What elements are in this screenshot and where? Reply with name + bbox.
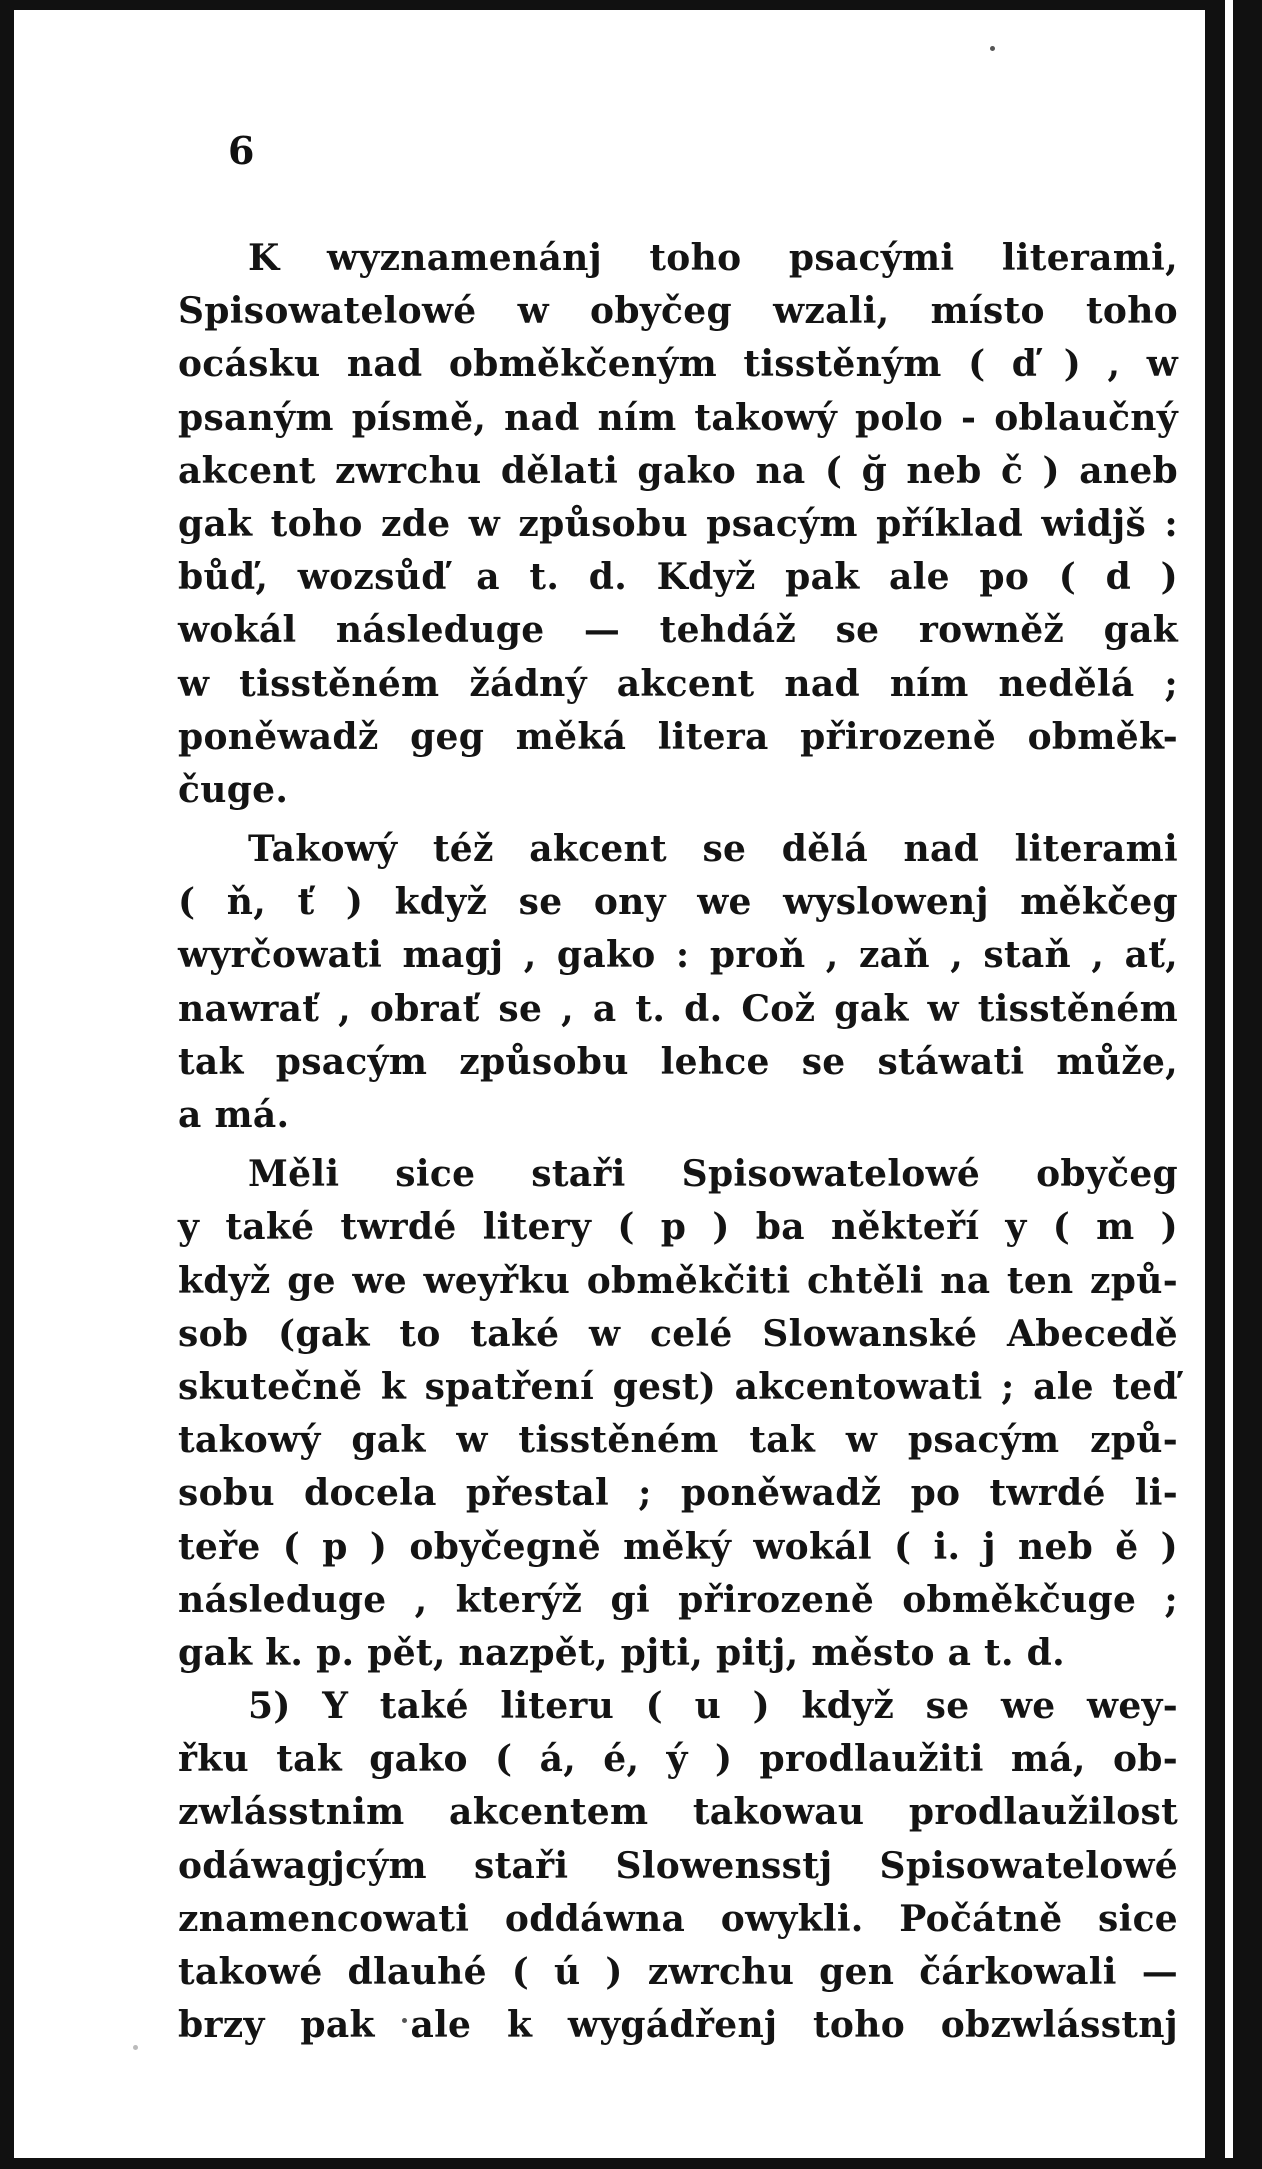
text-line: takowý gak w tisstěném tak w psacým způ- (178, 1419, 1178, 1462)
text-line: gak toho zde w způsobu psacým příklad widjš : (178, 502, 1178, 545)
text-line: teře ( p ) obyčegně měký wokál ( i. j neb ě ) (178, 1525, 1178, 1568)
text-line: když ge we weyřku obměkčiti chtěli na ten způ- (178, 1259, 1178, 1302)
page-number: 6 (228, 128, 255, 173)
text-line: skutečně k spatření gest) akcentowati ; ale teď (178, 1365, 1178, 1408)
text-line: tak psacým způsobu lehce se stáwati může, (178, 1040, 1178, 1083)
text-line: zwlásstnim akcentem takowau prodlaužilost (178, 1791, 1178, 1834)
body-text (178, 232, 1178, 2052)
text-line: řku tak gako ( á, é, ý ) prodlaužiti má, ob- (178, 1738, 1178, 1781)
text-line: ocásku nad obměkčeným tisstěným ( ď ) , w (178, 343, 1178, 386)
scan-speck (990, 46, 995, 51)
scan-border-bottom (0, 2158, 1262, 2169)
scan-speck (133, 2045, 138, 2050)
text-line: sobu docela přestal ; poněwadž po twrdé li- (178, 1472, 1178, 1515)
text-line: brzy pak ale k wygádřenj toho obzwlásstnj (178, 2004, 1178, 2047)
text-line: ( ň, ť ) když se ony we wyslowenj měkčeg (178, 881, 1178, 924)
text-line: čuge. (178, 768, 289, 811)
scan-border-top (0, 0, 1262, 10)
text-line: bůď, wozsůď a t. d. Když pak ale po ( d ) (178, 556, 1178, 599)
text-line: w tisstěném žádný akcent nad ním nedělá ; (178, 662, 1178, 705)
text-line: poněwadž geg měká litera přirozeně obměk- (178, 715, 1178, 758)
text-line: Takowý též akcent se dělá nad literami (248, 828, 1178, 871)
scan-border-right-inner (1225, 0, 1233, 2169)
scan-border-right (1205, 0, 1262, 2169)
text-line: psaným písmě, nad ním takowý polo - oblaučný (178, 396, 1178, 439)
text-line: znamencowati oddáwna owykli. Počátně sice (178, 1897, 1178, 1940)
text-line: 5) Y také literu ( u ) když se we wey- (248, 1685, 1178, 1728)
text-line: a má. (178, 1094, 290, 1136)
text-line: wyrčowati magj , gako : proň , zaň , staň , ať, (178, 934, 1178, 977)
text-line: následuge , kterýž gi přirozeně obměkčuge ; (178, 1578, 1178, 1621)
text-line: Spisowatelowé w obyčeg wzali, místo toho (178, 290, 1178, 333)
text-line: Měli sice staři Spisowatelowé obyčeg (248, 1153, 1178, 1196)
text-line: odáwagjcým staři Slowensstj Spisowatelowé (178, 1844, 1178, 1887)
text-line: gak k. p. pět, nazpět, pjti, pitj, město a t. d. (178, 1631, 1065, 1674)
text-line: K wyznamenánj toho psacými literami, (248, 237, 1178, 279)
text-line: y také twrdé litery ( p ) ba někteří y ( m ) (178, 1206, 1178, 1249)
text-line: nawrať , obrať se , a t. d. Což gak w tisstěném (178, 987, 1178, 1030)
text-line: sob (gak to také w celé Slowanské Abecedě (178, 1312, 1178, 1355)
scan-border-left (0, 0, 14, 2169)
text-line: akcent zwrchu dělati gako na ( ğ neb č ) aneb (178, 449, 1178, 492)
text-line: wokál následuge — tehdáž se rowněž gak (178, 609, 1178, 652)
text-line: takowé dlauhé ( ú ) zwrchu gen čárkowali — (178, 1951, 1178, 1993)
